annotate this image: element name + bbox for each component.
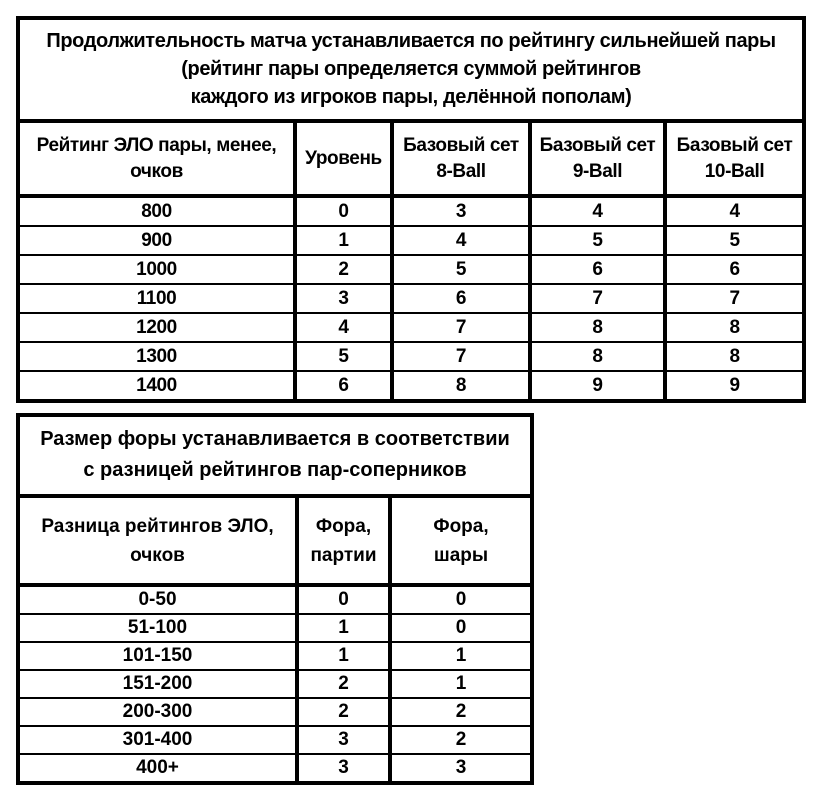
table-row: [18, 642, 532, 670]
set-8ball-cell: 7: [392, 342, 530, 371]
table-header-row: [18, 121, 804, 196]
elo-rating-cell: 1000: [18, 255, 295, 284]
table-row: [18, 226, 804, 255]
handicap-balls-cell: 1: [390, 642, 532, 670]
set-10ball-cell: 6: [665, 255, 804, 284]
column-header-handicap-balls: Фора, шары: [390, 496, 532, 585]
elo-difference-cell: 151-200: [18, 670, 297, 698]
set-8ball-cell: 8: [392, 371, 530, 401]
elo-rating-cell: 1200: [18, 313, 295, 342]
set-10ball-cell: 8: [665, 313, 804, 342]
handicap-games-cell: 3: [297, 726, 390, 754]
handicap-games-cell: 2: [297, 698, 390, 726]
elo-difference-cell: 301-400: [18, 726, 297, 754]
level-cell: 4: [295, 313, 392, 342]
column-header-elo-rating: Рейтинг ЭЛО пары, менее, очков: [18, 121, 295, 196]
set-9ball-cell: 8: [530, 342, 665, 371]
set-8ball-cell: 4: [392, 226, 530, 255]
set-9ball-cell: 7: [530, 284, 665, 313]
handicap-games-cell: 2: [297, 670, 390, 698]
table-header-row: [18, 496, 532, 585]
set-9ball-cell: 8: [530, 313, 665, 342]
set-9ball-cell: 4: [530, 196, 665, 226]
handicap-table: [16, 413, 534, 785]
set-10ball-cell: 4: [665, 196, 804, 226]
set-8ball-cell: 6: [392, 284, 530, 313]
match-duration-table-title: Продолжительность матча устанавливается по рейтингу сильнейшей пары (рейтинг пары определяется суммой рейтингов каждого из игроков пары, делённой пополам): [18, 18, 804, 121]
set-9ball-cell: 6: [530, 255, 665, 284]
table-title-row: [18, 18, 804, 121]
set-10ball-cell: 9: [665, 371, 804, 401]
level-cell: 0: [295, 196, 392, 226]
handicap-games-cell: 1: [297, 614, 390, 642]
column-header-base-set-9ball: Базовый сет 9-Ball: [530, 121, 665, 196]
handicap-balls-cell: 0: [390, 614, 532, 642]
handicap-games-cell: 1: [297, 642, 390, 670]
level-cell: 6: [295, 371, 392, 401]
table-title-row: [18, 415, 532, 496]
level-cell: 2: [295, 255, 392, 284]
handicap-balls-cell: 2: [390, 726, 532, 754]
handicap-balls-cell: 3: [390, 754, 532, 783]
table-row: [18, 342, 804, 371]
elo-difference-cell: 101-150: [18, 642, 297, 670]
elo-rating-cell: 1300: [18, 342, 295, 371]
elo-difference-cell: 200-300: [18, 698, 297, 726]
match-duration-table: [16, 16, 806, 403]
column-header-base-set-8ball: Базовый сет 8-Ball: [392, 121, 530, 196]
set-10ball-cell: 5: [665, 226, 804, 255]
set-9ball-cell: 9: [530, 371, 665, 401]
table-row: [18, 585, 532, 614]
elo-rating-cell: 1400: [18, 371, 295, 401]
handicap-games-cell: 3: [297, 754, 390, 783]
table-row: [18, 313, 804, 342]
handicap-balls-cell: 0: [390, 585, 532, 614]
column-header-elo-difference: Разница рейтингов ЭЛО, очков: [18, 496, 297, 585]
handicap-balls-cell: 2: [390, 698, 532, 726]
table-row: [18, 614, 532, 642]
level-cell: 1: [295, 226, 392, 255]
table-row: [18, 371, 804, 401]
set-9ball-cell: 5: [530, 226, 665, 255]
handicap-table-title: Размер форы устанавливается в соответствии с разницей рейтингов пар-соперников: [18, 415, 532, 496]
elo-difference-cell: 0-50: [18, 585, 297, 614]
level-cell: 5: [295, 342, 392, 371]
handicap-games-cell: 0: [297, 585, 390, 614]
elo-difference-cell: 51-100: [18, 614, 297, 642]
table-row: [18, 698, 532, 726]
column-header-level: Уровень: [295, 121, 392, 196]
table-row: [18, 670, 532, 698]
level-cell: 3: [295, 284, 392, 313]
set-10ball-cell: 8: [665, 342, 804, 371]
table-row: [18, 754, 532, 783]
set-8ball-cell: 7: [392, 313, 530, 342]
elo-rating-cell: 900: [18, 226, 295, 255]
set-8ball-cell: 5: [392, 255, 530, 284]
handicap-balls-cell: 1: [390, 670, 532, 698]
elo-difference-cell: 400+: [18, 754, 297, 783]
elo-rating-cell: 800: [18, 196, 295, 226]
table-row: [18, 196, 804, 226]
table-row: [18, 726, 532, 754]
set-8ball-cell: 3: [392, 196, 530, 226]
table-row: [18, 284, 804, 313]
column-header-base-set-10ball: Базовый сет 10-Ball: [665, 121, 804, 196]
column-header-handicap-games: Фора, партии: [297, 496, 390, 585]
set-10ball-cell: 7: [665, 284, 804, 313]
elo-rating-cell: 1100: [18, 284, 295, 313]
table-row: [18, 255, 804, 284]
